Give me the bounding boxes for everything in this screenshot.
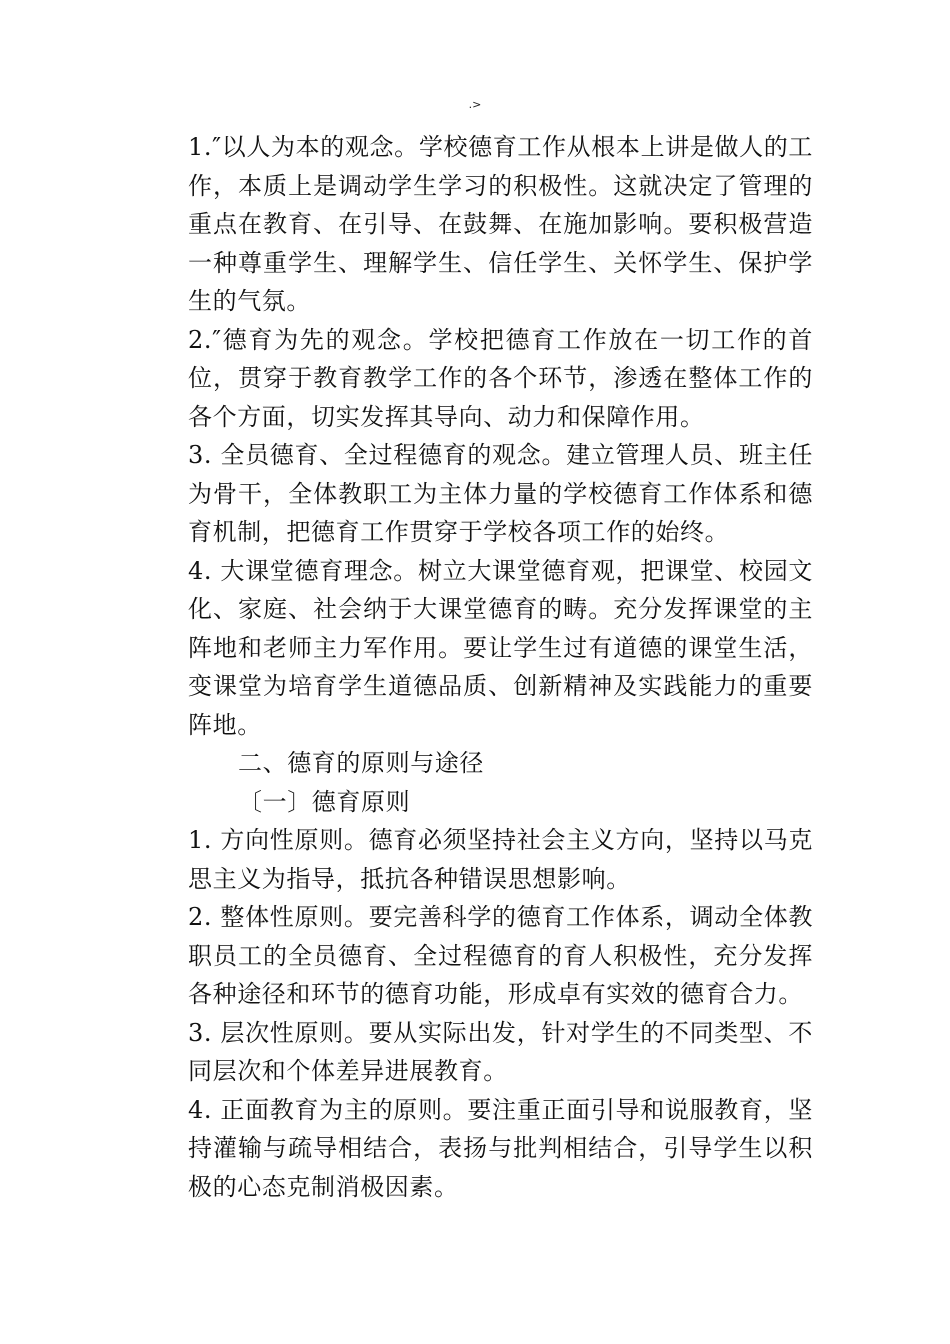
- section-heading: 二、德育的原则与途径: [238, 749, 484, 777]
- paragraph-people-oriented: 1.″以人为本的观念。学校德育工作从根本上讲是做人的工作，本质上是调动学生学习的积极性。这就决定了管理的重点在教育、在引导、在鼓舞、在施加影响。要积极营造一种尊重学生、理解学生、信任学生、关怀学生、保护学生的气氛。: [188, 133, 813, 315]
- subsection-heading: 〔一〕德育原则: [238, 787, 411, 816]
- document-body: [188, 128, 813, 1206]
- paragraph-integrity-principle: 2. 整体性原则。要完善科学的德育工作体系，调动全体教职员工的全员德育、全过程德育的育人积极性，充分发挥各种途径和环节的德育功能，形成卓有实效的德育合力。: [188, 903, 813, 1008]
- paragraph-big-classroom: 4. 大课堂德育理念。树立大课堂德育观，把课堂、校园文化、家庭、社会纳于大课堂德育的畴。充分发挥课堂的主阵地和老师主力军作用。要让学生过有道德的课堂生活，变课堂为培育学生道德品质、创新精神及实践能力的重要阵地。: [188, 556, 813, 739]
- paragraph-moral-first: 2.″德育为先的观念。学校把德育工作放在一切工作的首位，贯穿于教育教学工作的各个环节，渗透在整体工作的各个方面，切实发挥其导向、动力和保障作用。: [188, 325, 813, 431]
- paragraph-positive-education-principle: 4. 正面教育为主的原则。要注重正面引导和说服教育，坚持灌输与疏导相结合，表扬与批判相结合，引导学生以积极的心态克制消极因素。: [188, 1095, 813, 1201]
- paragraph-direction-principle: 1. 方向性原则。德育必须坚持社会主义方向，坚持以马克思主义为指导，抵抗各种错误思想影响。: [188, 826, 813, 893]
- paragraph-level-principle: 3. 层次性原则。要从实际出发，针对学生的不同类型、不同层次和个体差异进展教育。: [188, 1018, 813, 1085]
- page-header-mark: .>: [468, 98, 482, 111]
- paragraph-all-staff-moral: 3. 全员德育、全过程德育的观念。建立管理人员、班主任为骨干，全体教职工为主体力量的学校德育工作体系和德育机制，把德育工作贯穿于学校各项工作的始终。: [188, 441, 813, 546]
